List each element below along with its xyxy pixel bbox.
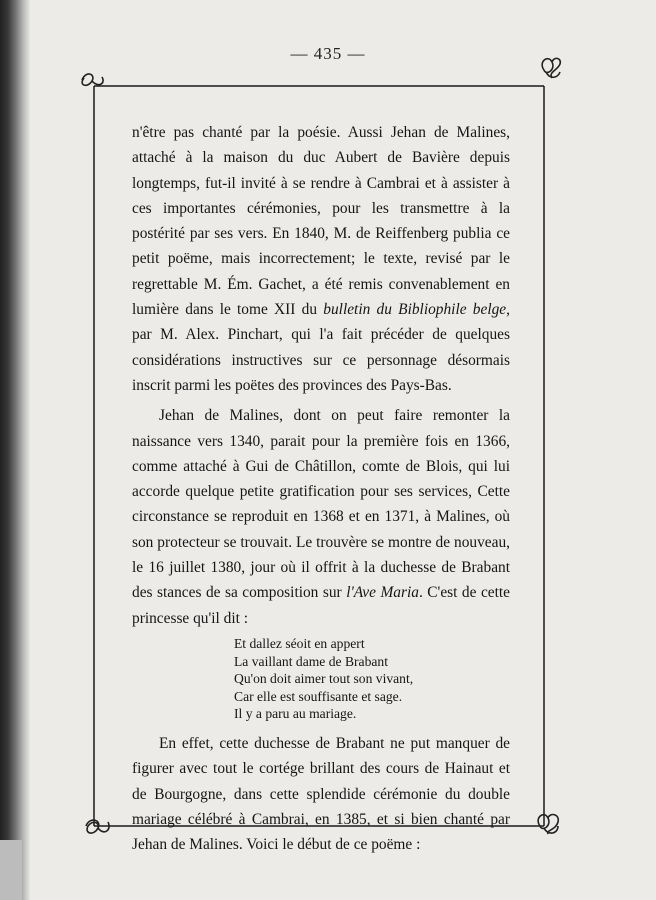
paragraph-3 (132, 731, 510, 857)
corner-flourish-icon (542, 58, 560, 78)
journal-title: bulletin du Bibliophile belge (323, 301, 507, 319)
poem-title: l'Ave Maria (346, 584, 419, 602)
verse-line: Car elle est souffisante et sage. (234, 688, 403, 704)
verse-line: Qu'on doit aimer tout son vivant, (234, 671, 414, 687)
paragraph-1 (132, 120, 510, 398)
corner-flourish-icon (82, 74, 103, 85)
paragraph-2 (132, 403, 510, 631)
verse-line: Il y a paru au mariage. (234, 706, 357, 722)
corner-flourish-icon (538, 815, 558, 834)
paragraph-text: . C'est de cette princesse qu'il dit : (132, 584, 510, 627)
paragraph-text: n'être pas chanté par la poésie. Aussi Jehan de Malines, attaché à la maison du duc Aubert de Bavière depuis longtemps, fut-il invité à se rendre à Cambrai et à assister à ces importantes cérémonies, pour les transmettre à la postérité par ses vers. En 1840, M. de Reiffenberg publia ce petit poëme, mais incorrectement; le texte, revisé par le regrettable M. Ém. Gachet, a été remis convenablement en lumière dans le tome XII du (132, 124, 510, 319)
verse-line: La vaillant dame de Brabant (234, 653, 388, 669)
paragraph-text: , par M. Alex. Pinchart, qui l'a fait précéder de quelques considérations instructives sur ce personnage désormais inscrit parmi les poëtes des provinces des Pays-Bas. (132, 301, 510, 394)
verse-quote (234, 635, 510, 723)
verse-line: Et dallez séoit en appert (234, 635, 365, 651)
body-text (132, 120, 510, 857)
paragraph-text: Jehan de Malines, dont on peut faire remonter la naissance vers 1340, parait pour la première fois en 1366, comme attaché à Gui de Châtillon, comte de Blois, qui lui accorde quelque petite gratification pour ses services, Cette circonstance se reproduit en 1368 et en 1371, à Malines, où son protecteur se trouvait. Le trouvère se montre de nouveau, le 16 juillet 1380, jour où il offrit à la duchesse de Brabant des stances de sa composition sur (132, 407, 510, 602)
paragraph-text: En effet, cette duchesse de Brabant ne put manquer de figurer avec tout le cortége brillant des cours de Hainaut et de Bourgogne, dans cette splendide cérémonie du double mariage célébré à Cambrai, en 1385, et si bien chanté par Jehan de Malines. Voici le début de ce poëme : (132, 734, 510, 854)
page-number: — 435 — (290, 44, 366, 63)
